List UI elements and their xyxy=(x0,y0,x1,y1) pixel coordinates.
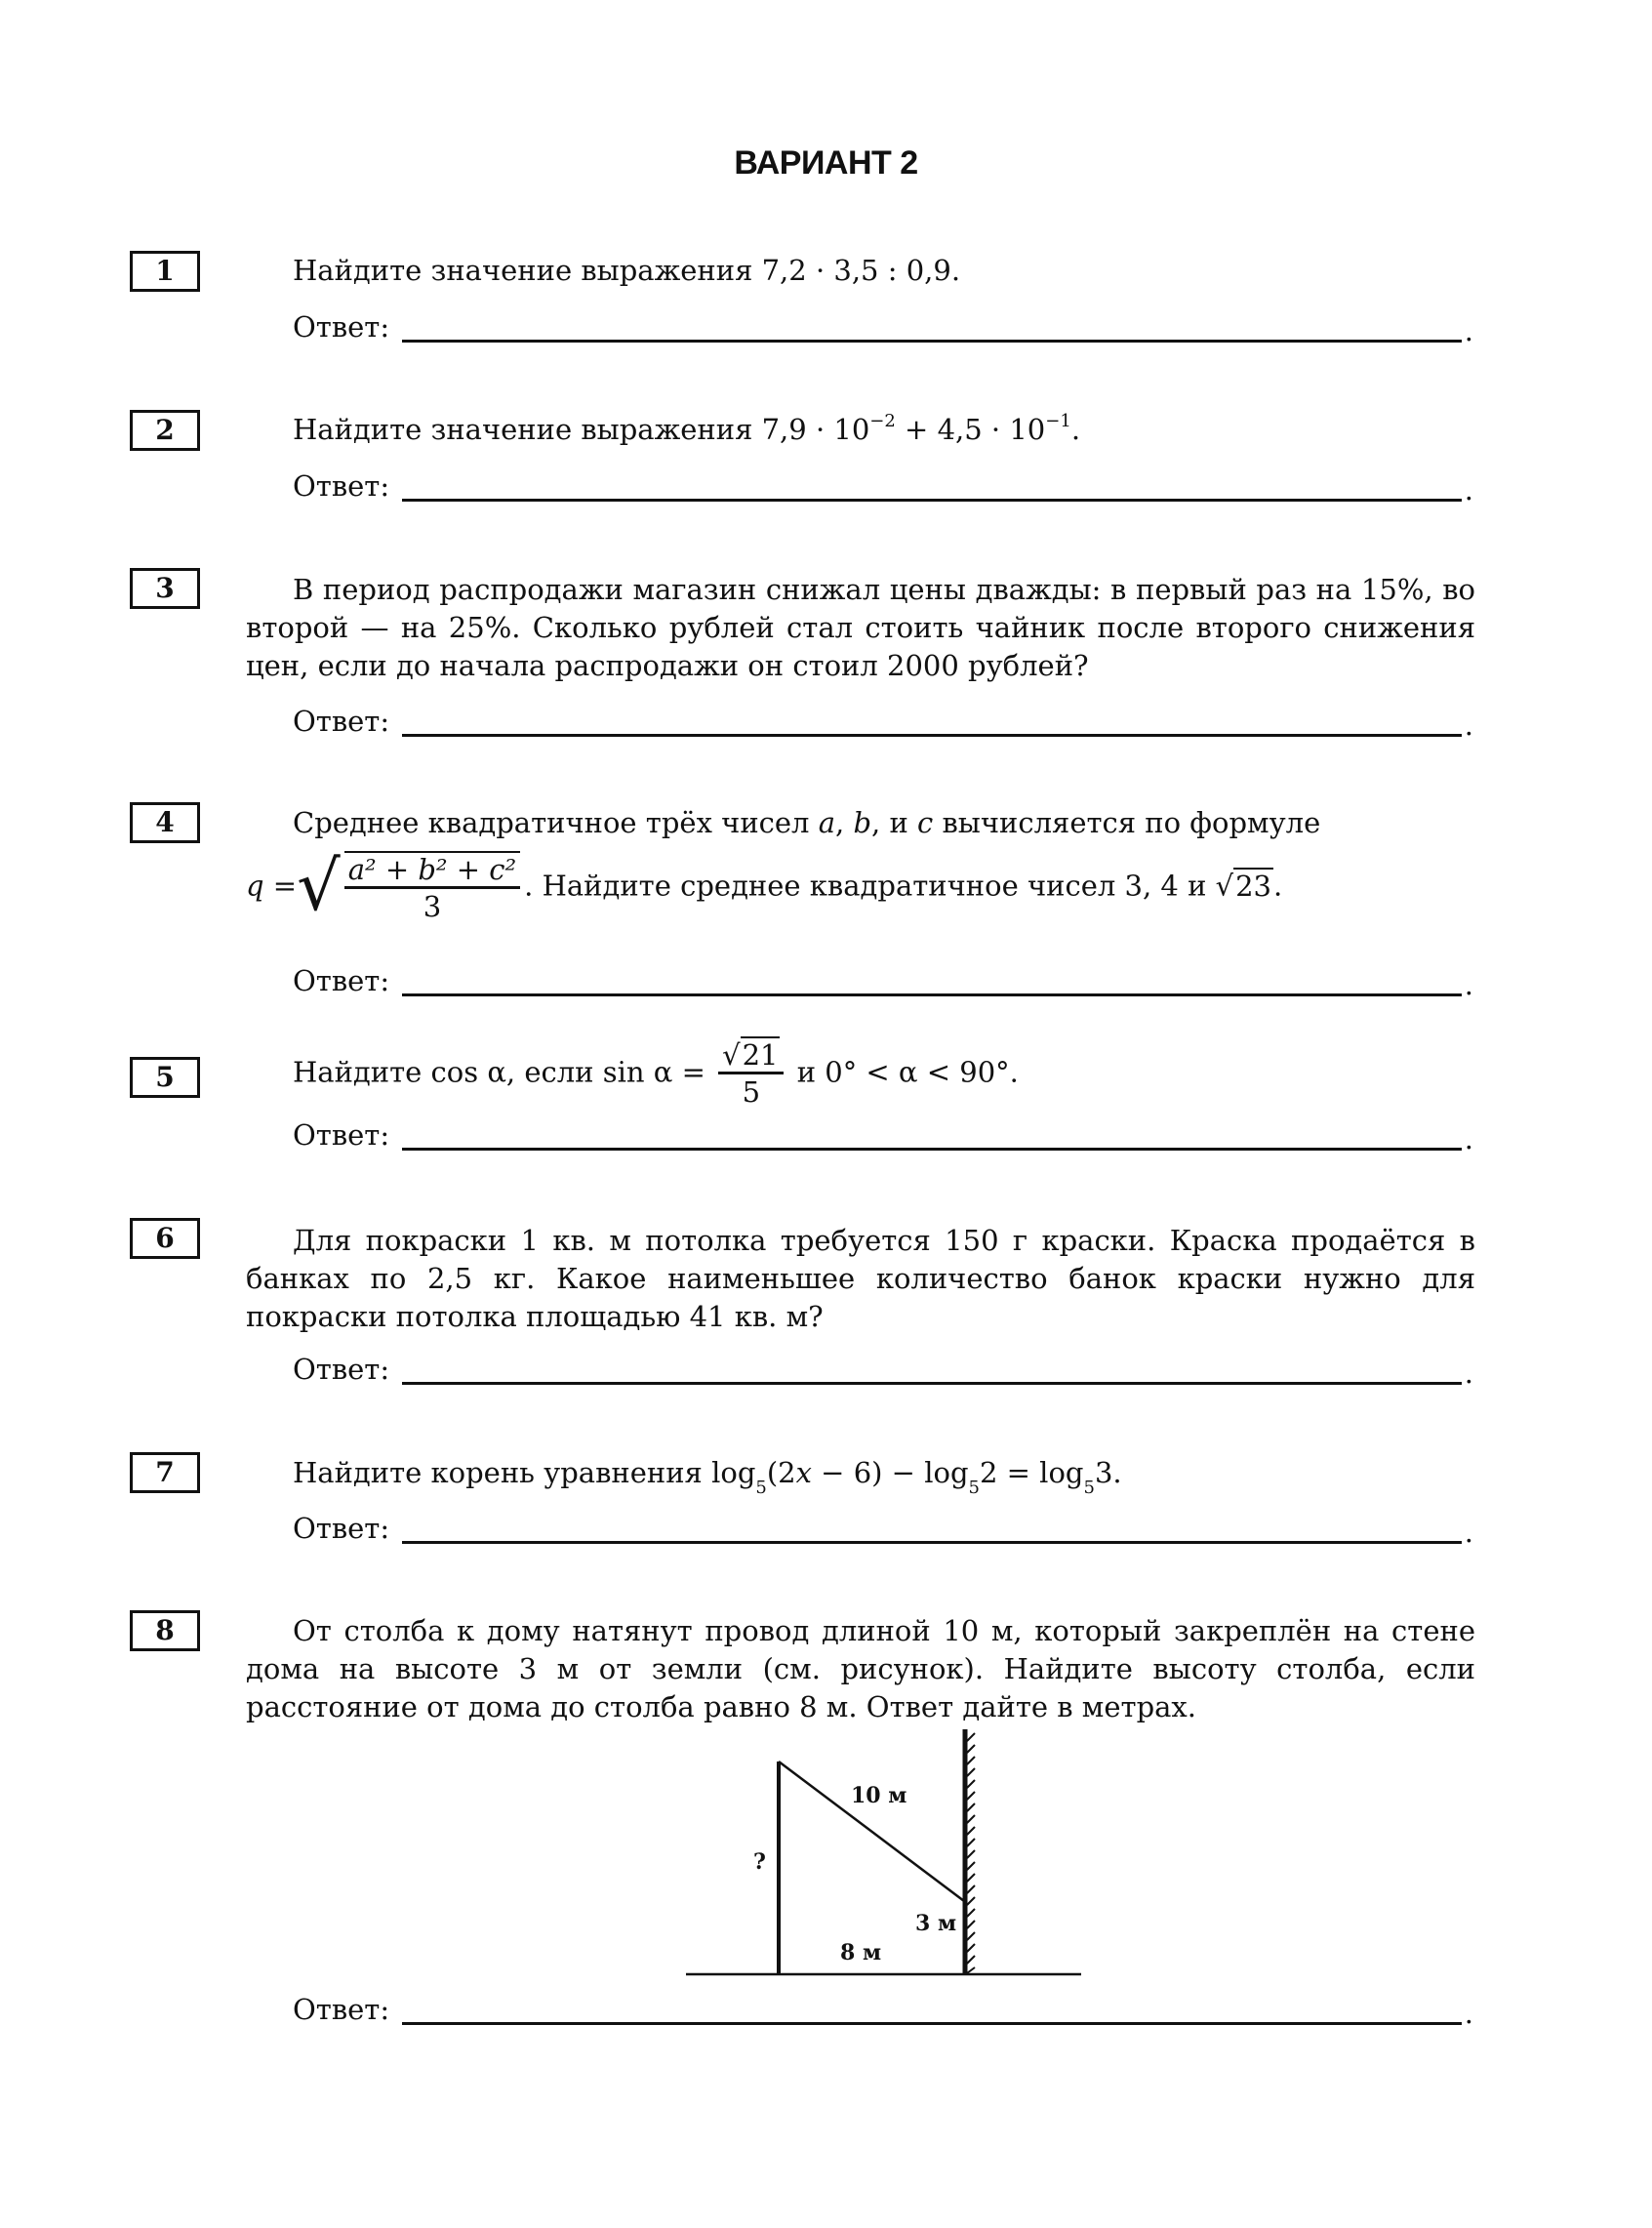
sqrt-value: 23 xyxy=(1235,869,1272,903)
page-title: ВАРИАНТ 2 xyxy=(734,144,918,182)
problem-text: Найдите cos α, если sin α = xyxy=(293,1055,715,1089)
answer-end-dot: . xyxy=(1464,968,1473,1001)
math-term: + 4,5 · 10 xyxy=(895,413,1046,446)
problem-text: В период распродажи магазин снижал цены дважды: в первый раз на 15%, во второй — на 25%. Сколько рублей стал стоить чайник после второго снижения цен, если до начала распродажи он стоил 2000 рублей? xyxy=(246,573,1475,682)
problem-text: Найдите значение выражения xyxy=(293,413,762,446)
math-expression: 7,2 · 3,5 : 0,9. xyxy=(761,254,961,287)
answer-end-dot: . xyxy=(1464,709,1473,742)
answer-line[interactable] xyxy=(402,340,1462,343)
answer-line[interactable] xyxy=(402,1541,1462,1544)
math-term: 7,9 · 10 xyxy=(761,413,870,446)
problem-1-text xyxy=(293,252,1522,290)
answer-label: Ответ: xyxy=(293,1118,390,1152)
exponent: −1 xyxy=(1045,411,1071,432)
answer-label: Ответ: xyxy=(293,1512,390,1545)
answer-field-2[interactable] xyxy=(293,469,1473,508)
problem-number-box: 7 xyxy=(130,1452,200,1493)
math-term: (2 xyxy=(766,1456,796,1489)
math-term: − 6) − xyxy=(811,1456,925,1489)
problem-text: Среднее квадратичное трёх чисел xyxy=(293,806,819,839)
answer-field-3[interactable] xyxy=(293,705,1473,744)
problem-number-box: 8 xyxy=(130,1610,200,1651)
answer-end-dot: . xyxy=(1464,314,1473,347)
answer-end-dot: . xyxy=(1464,1997,1473,2030)
answer-end-dot: . xyxy=(1464,1516,1473,1549)
problem-number-box: 5 xyxy=(130,1057,200,1098)
answer-line[interactable] xyxy=(402,1148,1462,1151)
answer-label: Ответ: xyxy=(293,469,390,503)
answer-field-5[interactable] xyxy=(293,1118,1473,1157)
sqrt-value: 21 xyxy=(742,1038,779,1072)
log-function: log xyxy=(711,1456,756,1489)
answer-label: Ответ: xyxy=(293,964,390,997)
problem-7-text xyxy=(293,1454,1522,1498)
problem-8-text xyxy=(246,1612,1475,1726)
answer-field-7[interactable] xyxy=(293,1512,1473,1551)
pole-wire-diagram xyxy=(634,1727,1122,1991)
fraction-denominator: 5 xyxy=(742,1075,761,1109)
log-base: 5 xyxy=(968,1477,980,1498)
fraction-denominator: 3 xyxy=(423,890,442,923)
answer-line[interactable] xyxy=(402,1382,1462,1385)
answer-field-1[interactable] xyxy=(293,310,1473,349)
answer-line[interactable] xyxy=(402,993,1462,996)
problem-number-box: 3 xyxy=(130,568,200,609)
exponent: −2 xyxy=(869,411,896,432)
punctuation: . xyxy=(1273,869,1283,903)
log-base: 5 xyxy=(1083,1477,1095,1498)
variable: b xyxy=(853,806,872,839)
answer-label: Ответ: xyxy=(293,310,390,344)
problem-number-box: 1 xyxy=(130,251,200,292)
answer-end-dot: . xyxy=(1464,1357,1473,1390)
problem-text: и 0° < α < 90°. xyxy=(787,1055,1019,1089)
wire-length-label: 10 м xyxy=(851,1783,907,1808)
answer-label: Ответ: xyxy=(293,1993,390,2026)
problem-3-text xyxy=(246,571,1475,685)
problem-2-text xyxy=(293,411,1522,449)
problem-4-line-1 xyxy=(293,804,1522,842)
problem-5-text xyxy=(293,1038,1522,1110)
variable: c xyxy=(917,806,934,839)
punctuation: , и xyxy=(871,806,917,839)
problem-number-box: 4 xyxy=(130,802,200,843)
answer-end-dot: . xyxy=(1464,1122,1473,1155)
distance-label: 8 м xyxy=(840,1940,882,1965)
answer-field-8[interactable] xyxy=(293,1993,1473,2032)
variable: a xyxy=(818,806,835,839)
attach-height-label: 3 м xyxy=(915,1911,957,1936)
problem-text: Найдите корень уравнения xyxy=(293,1456,712,1489)
problem-6-text xyxy=(246,1222,1475,1336)
problem-number-box: 2 xyxy=(130,410,200,451)
variable: x xyxy=(795,1456,812,1489)
radical-icon: √ xyxy=(297,845,341,926)
punctuation: . xyxy=(1070,413,1081,446)
wall-hatching xyxy=(967,1733,975,1973)
formula-lhs: q = xyxy=(246,869,298,903)
problem-text: . Найдите среднее квадратичное чисел 3, 4 и xyxy=(524,869,1216,903)
problem-4-formula-line: q =√ $\frac{\text{a² + b² + c²}}{3}$ . Найдите среднее квадратичное чисел 3, 4 и √23. xyxy=(246,845,1283,926)
answer-line[interactable] xyxy=(402,499,1462,502)
problem-text: Найдите значение выражения xyxy=(293,254,762,287)
fraction-numerator: a² + b² + c² xyxy=(344,853,520,889)
answer-label: Ответ: xyxy=(293,1353,390,1386)
math-term: 2 = xyxy=(979,1456,1040,1489)
formula-fraction xyxy=(344,851,520,924)
log-base: 5 xyxy=(755,1477,767,1498)
answer-line[interactable] xyxy=(402,2022,1462,2025)
problem-text: Для покраски 1 кв. м потолка требуется 150 г краски. Краска продаётся в банках по 2,5 кг. Какое наименьшее количество банок краски нужно для покраски потолка площадью 41 кв. м? xyxy=(246,1224,1475,1333)
problem-text: вычисляется по формуле xyxy=(933,806,1321,839)
pole-height-label: ? xyxy=(753,1849,766,1875)
answer-field-4[interactable] xyxy=(293,964,1473,1003)
fraction-numerator: √21 xyxy=(718,1038,784,1074)
sin-fraction xyxy=(718,1038,784,1110)
answer-line[interactable] xyxy=(402,734,1462,737)
log-function: log xyxy=(1039,1456,1084,1489)
punctuation: , xyxy=(835,806,854,839)
answer-field-6[interactable] xyxy=(293,1353,1473,1392)
log-function: log xyxy=(924,1456,969,1489)
math-term: 3. xyxy=(1094,1456,1122,1489)
answer-end-dot: . xyxy=(1464,473,1473,506)
problem-text: От столба к дому натянут провод длиной 10 м, который закреплён на стене дома на высоте 3 м от земли (см. рисунок). Найдите высоту столба, если расстояние от дома до столба равно 8 м. Ответ дайте в метрах. xyxy=(246,1614,1475,1723)
answer-label: Ответ: xyxy=(293,705,390,738)
problem-number-box: 6 xyxy=(130,1218,200,1259)
